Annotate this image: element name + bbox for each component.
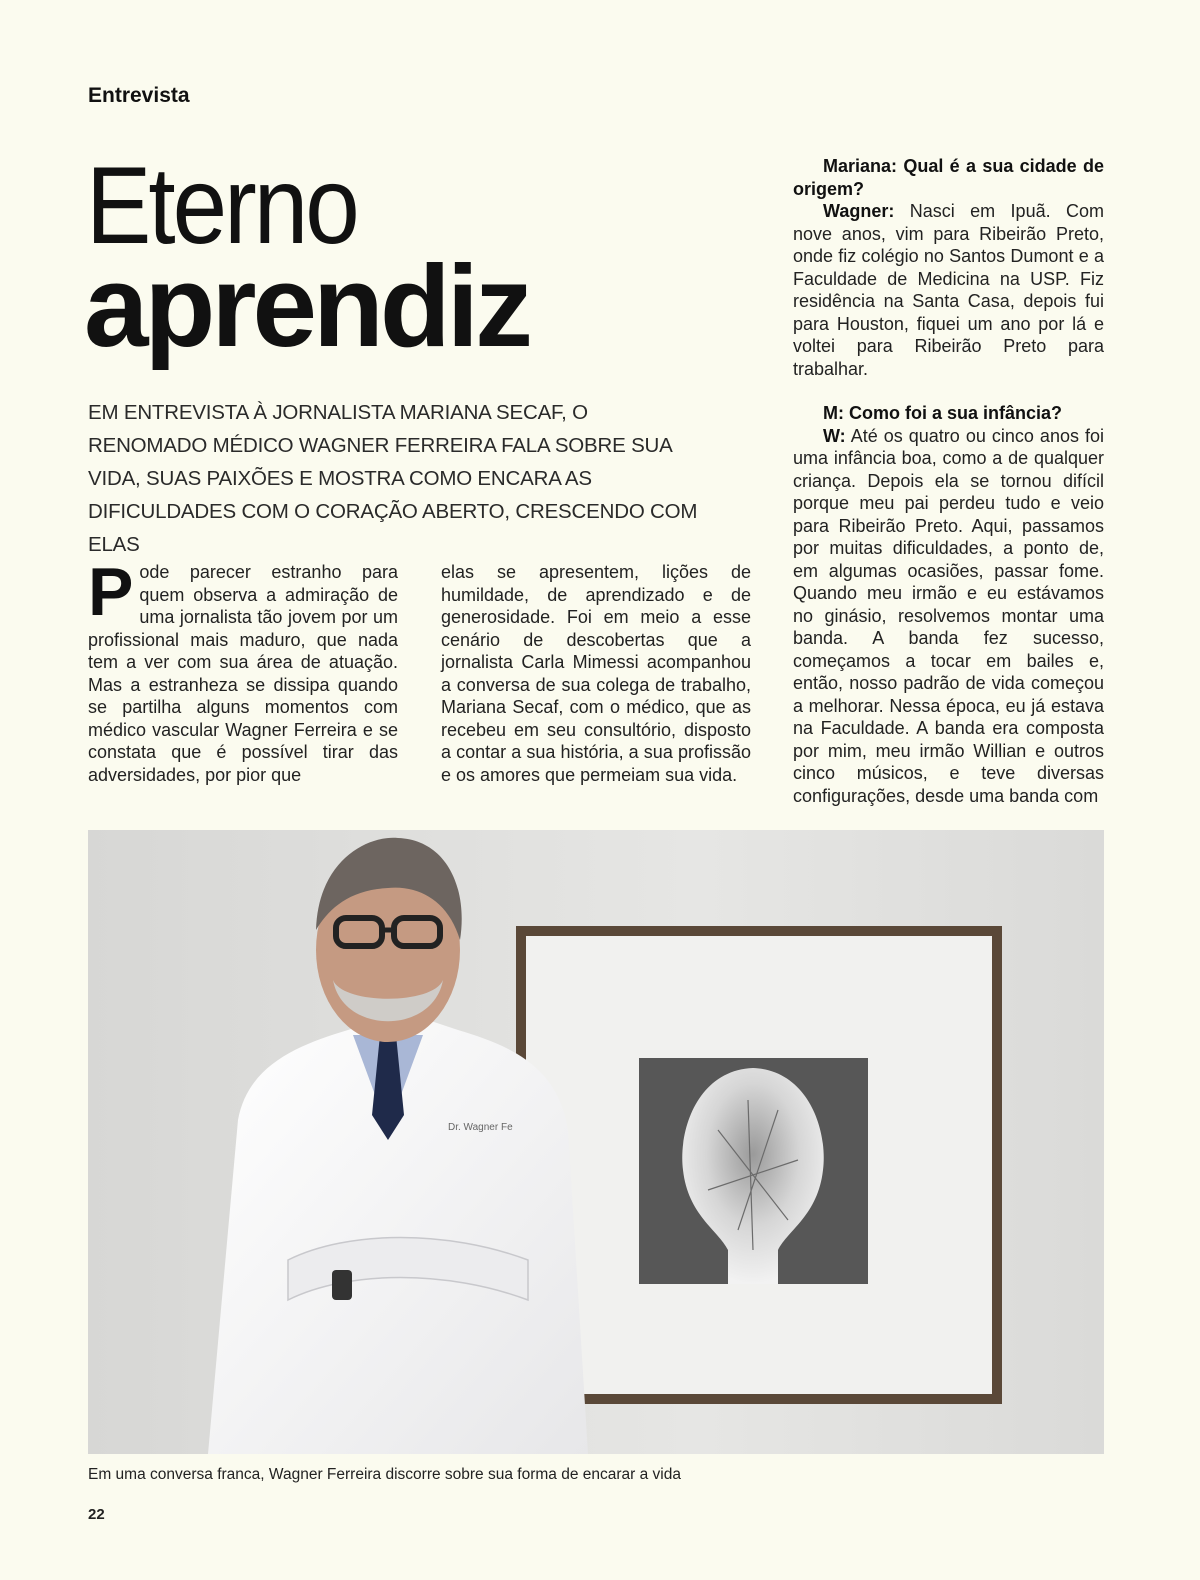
drop-cap: P <box>88 554 134 630</box>
interview-question-2: M: Como foi a sua infância? <box>823 403 1063 423</box>
interview-question-1: Mariana: Qual é a sua cidade de origem? <box>793 156 1104 199</box>
coat-embroidery: Dr. Wagner Fe <box>448 1122 513 1133</box>
answer-text-2: Até os quatro ou cinco anos foi uma infância boa, como a de qualquer criança. Depois ela se tornou difícil porque meu pai perdeu tudo e veio para Ribeirão Preto. Aqui, passamos por muitas dificuldades, a ponto de, em algumas ocasiões, passar fome. Quando meu irmão e eu estávamos no ginásio, resolvemos montar uma banda. A banda fez sucesso, começamos a tocar em bailes e, então, nosso padrão de vida começou a melhorar. Nessa época, eu já estava na Faculdade. A banda era composta por mim, meu irmão Willian e outros cinco músicos, e teve diversas configurações, desde uma banda com <box>793 425 1104 806</box>
intro-text-1: ode parecer estranho para quem observa a admiração de uma jornalista tão jovem por um profissional mais maduro, que nada tem a ver com sua área de atuação. Mas a estranheza se dissipa quando se partilha alguns momentos com médico vascular Wagner Ferreira e se constata que é possível tirar das adversidades, por pior que <box>88 562 398 785</box>
article-title-line1: Eterno <box>86 143 357 267</box>
intro-column-2 <box>441 561 751 786</box>
intro-text-2: elas se apresentem, lições de humildade, de aprendizado e de generosidade. Foi em meio a esse cenário de descobertas que a jornalista Carla Mimessi acompanhou a conversa de sua colega de trabalho, Mariana Secaf, com o médico, que as recebeu em seu consultório, disposto a contar a sua história, a sua profissão e os amores que permeiam sua vida. <box>441 562 751 785</box>
answer-speaker-2: W: <box>823 425 846 446</box>
framed-artwork <box>516 926 1002 1404</box>
interview-column <box>793 155 1104 807</box>
article-photo <box>88 830 1104 1454</box>
article-title-line2: aprendiz <box>84 241 529 371</box>
doctor-portrait-illustration <box>88 830 1104 1454</box>
photo-caption: Em uma conversa franca, Wagner Ferreira discorre sobre sua forma de encarar a vida <box>88 1466 681 1483</box>
page-number: 22 <box>88 1506 105 1523</box>
intro-column-1 <box>88 554 398 786</box>
article-lede: EM ENTREVISTA À JORNALISTA MARIANA SECAF, O RENOMADO MÉDICO WAGNER FERREIRA FALA SOBRE SUA VIDA, SUAS PAIXÕES E MOSTRA COMO ENCARA AS DIFICULDADES COM O CORAÇÃO ABERTO, CRESCENDO COM ELAS <box>88 401 698 556</box>
interview-answer-1 <box>793 200 1104 380</box>
answer-speaker-1: Wagner: <box>823 201 895 221</box>
interview-answer-2 <box>793 425 1104 808</box>
answer-text-1: Nasci em Ipuã. Com nove anos, vim para Ribeirão Preto, onde fiz colégio no Santos Dumont e a Faculdade de Medicina na USP. Fiz residência na Santa Casa, depois fui para Houston, fiquei um ano por lá e voltei para Ribeirão Preto para trabalhar. <box>793 201 1104 379</box>
section-label: Entrevista <box>88 84 190 107</box>
